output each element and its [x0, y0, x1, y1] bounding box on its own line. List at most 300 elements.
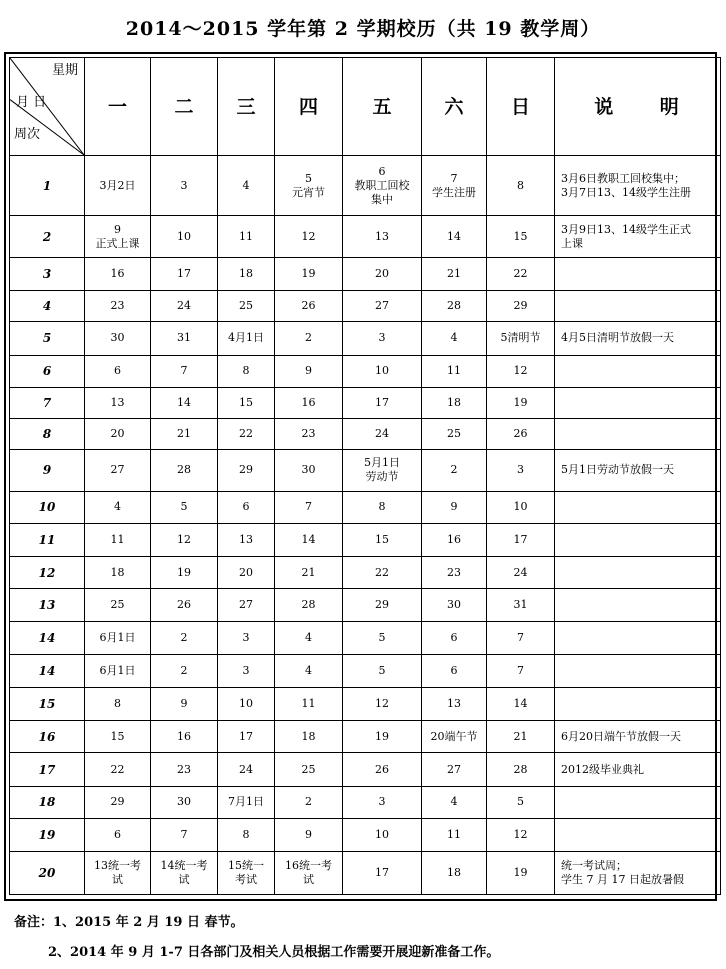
week-number: 6: [10, 355, 85, 387]
date-cell-sun: [487, 491, 555, 523]
header-notes: 说 明: [555, 58, 721, 156]
date-cell-fri: [343, 721, 422, 753]
note-text: 4月5日清明节放假一天: [561, 331, 674, 345]
date-cell-mon: [85, 322, 151, 355]
date-text: 28: [301, 598, 316, 612]
date-cell-tue: [151, 291, 218, 322]
table-row: [10, 589, 721, 622]
date-text: 11: [301, 697, 316, 711]
date-cell-thu: [275, 655, 343, 688]
date-text: 26: [375, 762, 389, 776]
date-cell-wed: [218, 851, 275, 894]
date-text: 4: [450, 331, 458, 345]
table-row: [10, 523, 721, 556]
date-cell-wed: [218, 387, 275, 418]
date-cell-sat: [422, 655, 487, 688]
note-text: 6月20日端午节放假一天: [561, 729, 681, 743]
date-cell-thu: [275, 622, 343, 655]
date-cell-fri: [343, 216, 422, 258]
date-text: 14: [177, 395, 191, 409]
header-day-fri: 五: [343, 58, 422, 156]
date-text: 22: [110, 762, 125, 776]
remark-line-2: 2、2014 年 9 月 1-7 日各部门及相关人员根据工作需要开展迎新准备工作。: [48, 945, 500, 960]
table-row: [10, 622, 721, 655]
date-text: 9: [305, 364, 312, 378]
date-cell-tue: [151, 355, 218, 387]
remark-line-1: 备注：1、2015 年 2 月 19 日 春节。: [14, 915, 244, 930]
note-cell: [555, 322, 721, 355]
date-cell-tue: [151, 818, 218, 851]
date-cell-fri: [343, 449, 422, 491]
table-row: [10, 491, 721, 523]
date-text: 21: [177, 426, 191, 440]
date-cell-fri: [343, 622, 422, 655]
date-cell-tue: [151, 622, 218, 655]
date-text: 11: [110, 532, 125, 546]
date-text: 18: [447, 395, 461, 409]
header-day-mon: 一: [85, 58, 151, 156]
date-text: 31: [177, 331, 191, 345]
event-text: 集中: [371, 192, 393, 206]
date-text: 4: [305, 631, 312, 645]
date-cell-sun: [487, 655, 555, 688]
date-text: 2: [180, 631, 188, 645]
date-text: 3: [378, 331, 386, 345]
date-text: 21: [447, 267, 461, 281]
date-text: 15: [239, 395, 253, 409]
date-cell-fri: [343, 291, 422, 322]
date-text: 10: [239, 697, 253, 711]
date-cell-mon: [85, 216, 151, 258]
date-cell-wed: [218, 557, 275, 589]
date-cell-fri: [343, 523, 422, 556]
date-text: 12: [513, 364, 528, 378]
date-cell-sun: [487, 688, 555, 721]
date-text: 30: [301, 463, 316, 477]
date-text: 22: [513, 267, 528, 281]
date-text: 29: [239, 463, 253, 477]
date-cell-thu: [275, 688, 343, 721]
date-cell-sun: [487, 216, 555, 258]
date-cell-tue: [151, 688, 218, 721]
date-cell-mon: [85, 655, 151, 688]
date-cell-tue: [151, 216, 218, 258]
date-cell-tue: [151, 753, 218, 786]
date-cell-thu: [275, 387, 343, 418]
table-row: [10, 355, 721, 387]
date-cell-tue: [151, 786, 218, 818]
date-text: 28: [513, 762, 528, 776]
date-text: 22: [239, 426, 253, 440]
date-cell-tue: [151, 449, 218, 491]
date-cell-sun: [487, 387, 555, 418]
date-text: 30: [177, 795, 191, 809]
date-cell-wed: [218, 258, 275, 291]
date-cell-tue: [151, 387, 218, 418]
date-text: 24: [177, 299, 191, 313]
event-text: 试: [303, 872, 314, 886]
date-cell-wed: [218, 655, 275, 688]
table-row: [10, 418, 721, 449]
date-cell-mon: [85, 557, 151, 589]
table-row: [10, 786, 721, 818]
week-number: 17: [10, 753, 85, 786]
date-cell-fri: [343, 688, 422, 721]
date-cell-sun: [487, 418, 555, 449]
date-cell-thu: [275, 355, 343, 387]
date-text: 2: [180, 664, 188, 678]
date-cell-thu: [275, 851, 343, 894]
date-cell-sat: [422, 589, 487, 622]
event-text: 试: [112, 872, 123, 886]
date-cell-sat: [422, 387, 487, 418]
date-text: 5: [305, 171, 312, 185]
date-text: 8: [242, 827, 250, 841]
date-text: 29: [110, 795, 125, 809]
week-number: 3: [10, 258, 85, 291]
week-number: 4: [10, 291, 85, 322]
date-cell-sat: [422, 216, 487, 258]
table-row: [10, 322, 721, 355]
week-number: 15: [10, 688, 85, 721]
date-text: 19: [513, 865, 528, 879]
note-text: 3月7日13、14级学生注册: [561, 185, 691, 199]
week-number: 20: [10, 851, 85, 894]
date-cell-wed: [218, 688, 275, 721]
date-cell-wed: [218, 753, 275, 786]
date-cell-sat: [422, 491, 487, 523]
date-text: 13统一考: [94, 858, 141, 872]
date-text: 5: [517, 795, 524, 809]
date-cell-wed: [218, 291, 275, 322]
date-cell-sat: [422, 688, 487, 721]
date-cell-thu: [275, 786, 343, 818]
date-text: 15统一: [228, 858, 264, 872]
date-text: 13: [239, 532, 253, 546]
date-text: 9: [180, 697, 188, 711]
date-text: 18: [301, 729, 316, 743]
header-day-wed: 三: [218, 58, 275, 156]
corner-date-label: 月 日: [16, 95, 47, 110]
date-text: 6: [114, 364, 121, 378]
date-cell-wed: [218, 523, 275, 556]
note-text: 统一考试周；: [561, 858, 627, 872]
date-cell-mon: [85, 786, 151, 818]
date-text: 6: [450, 664, 458, 678]
date-cell-sat: [422, 851, 487, 894]
header-day-sun: 日: [487, 58, 555, 156]
date-text: 3: [242, 664, 250, 678]
date-text: 17: [177, 267, 191, 281]
date-cell-sat: [422, 786, 487, 818]
date-text: 26: [177, 598, 191, 612]
date-cell-wed: [218, 156, 275, 216]
note-cell: [555, 216, 721, 258]
date-cell-wed: [218, 449, 275, 491]
date-text: 15: [110, 729, 125, 743]
date-text: 28: [447, 299, 461, 313]
date-text: 23: [447, 565, 461, 579]
date-cell-fri: [343, 557, 422, 589]
date-cell-mon: [85, 523, 151, 556]
date-cell-fri: [343, 818, 422, 851]
table-row: [10, 291, 721, 322]
date-cell-sat: [422, 622, 487, 655]
week-number: 19: [10, 818, 85, 851]
note-cell: [555, 387, 721, 418]
date-text: 3: [180, 178, 188, 192]
week-number: 16: [10, 721, 85, 753]
event-text: 劳动节: [365, 470, 399, 484]
date-text: 16: [447, 532, 461, 546]
date-cell-sat: [422, 322, 487, 355]
date-text: 31: [513, 598, 528, 612]
table-row: [10, 818, 721, 851]
date-text: 19: [513, 395, 528, 409]
date-text: 9: [114, 222, 121, 236]
date-cell-mon: [85, 258, 151, 291]
date-text: 3: [517, 463, 524, 477]
date-cell-sun: [487, 589, 555, 622]
date-cell-tue: [151, 156, 218, 216]
date-cell-mon: [85, 622, 151, 655]
date-text: 24: [239, 762, 253, 776]
date-text: 14: [447, 229, 461, 243]
date-text: 29: [513, 299, 528, 313]
note-text: 学生 7 月 17 日起放暑假: [561, 872, 684, 886]
date-text: 20: [375, 267, 389, 281]
date-cell-thu: [275, 523, 343, 556]
date-text: 24: [375, 426, 389, 440]
note-cell: [555, 491, 721, 523]
note-cell: [555, 418, 721, 449]
date-text: 3: [378, 795, 386, 809]
date-text: 3: [242, 631, 250, 645]
date-text: 20端午节: [430, 729, 478, 743]
date-cell-tue: [151, 418, 218, 449]
date-text: 23: [177, 762, 191, 776]
date-cell-tue: [151, 523, 218, 556]
date-cell-fri: [343, 851, 422, 894]
date-cell-sat: [422, 355, 487, 387]
date-text: 2: [305, 331, 312, 345]
date-cell-thu: [275, 589, 343, 622]
date-text: 14: [513, 697, 528, 711]
date-cell-sat: [422, 418, 487, 449]
date-cell-thu: [275, 753, 343, 786]
date-text: 17: [375, 865, 389, 879]
note-cell: [555, 818, 721, 851]
week-number: 14: [10, 622, 85, 655]
header-day-tue: 二: [151, 58, 218, 156]
date-cell-sat: [422, 156, 487, 216]
date-cell-thu: [275, 291, 343, 322]
date-text: 10: [375, 827, 389, 841]
date-text: 27: [447, 762, 461, 776]
date-cell-mon: [85, 355, 151, 387]
date-text: 4: [114, 500, 121, 514]
date-text: 7: [450, 171, 458, 185]
header-corner-cell: [10, 58, 85, 156]
date-cell-mon: [85, 753, 151, 786]
date-cell-sat: [422, 449, 487, 491]
date-text: 4: [242, 178, 250, 192]
date-text: 9: [305, 827, 312, 841]
date-text: 8: [114, 697, 121, 711]
week-number: 1: [10, 156, 85, 216]
date-cell-sun: [487, 322, 555, 355]
date-cell-sat: [422, 557, 487, 589]
date-text: 7: [180, 364, 188, 378]
date-cell-tue: [151, 655, 218, 688]
date-text: 27: [110, 463, 125, 477]
note-text: 上课: [561, 236, 583, 250]
date-cell-tue: [151, 322, 218, 355]
table-row: [10, 721, 721, 753]
date-text: 5: [378, 631, 386, 645]
date-text: 8: [517, 178, 524, 192]
date-text: 15: [375, 532, 389, 546]
date-text: 19: [177, 565, 191, 579]
date-text: 5清明节: [500, 331, 541, 345]
date-cell-sun: [487, 753, 555, 786]
date-text: 6: [378, 164, 386, 178]
date-text: 26: [513, 426, 528, 440]
date-text: 27: [375, 299, 389, 313]
date-cell-wed: [218, 322, 275, 355]
date-text: 17: [375, 395, 389, 409]
date-cell-sun: [487, 721, 555, 753]
date-cell-sun: [487, 449, 555, 491]
date-cell-fri: [343, 355, 422, 387]
note-cell: [555, 557, 721, 589]
date-cell-wed: [218, 721, 275, 753]
date-cell-sat: [422, 721, 487, 753]
table-row: [10, 851, 721, 894]
date-text: 7: [517, 664, 524, 678]
table-row: [10, 258, 721, 291]
date-text: 17: [513, 532, 528, 546]
note-cell: [555, 258, 721, 291]
date-text: 18: [110, 565, 125, 579]
date-cell-sun: [487, 258, 555, 291]
date-text: 22: [375, 565, 389, 579]
calendar-table: [9, 57, 721, 895]
date-cell-thu: [275, 216, 343, 258]
date-cell-wed: [218, 622, 275, 655]
date-cell-sun: [487, 156, 555, 216]
note-cell: [555, 449, 721, 491]
date-text: 12: [375, 697, 389, 711]
date-cell-thu: [275, 721, 343, 753]
calendar-body: [10, 156, 721, 895]
date-text: 23: [110, 299, 125, 313]
date-cell-sat: [422, 753, 487, 786]
date-text: 12: [513, 827, 528, 841]
date-cell-thu: [275, 491, 343, 523]
date-text: 13: [110, 395, 125, 409]
note-cell: [555, 753, 721, 786]
note-cell: [555, 851, 721, 894]
note-text: 5月1日劳动节放假一天: [561, 463, 674, 477]
date-cell-fri: [343, 589, 422, 622]
date-text: 10: [513, 500, 528, 514]
date-text: 25: [239, 299, 253, 313]
date-text: 16: [110, 267, 125, 281]
date-cell-wed: [218, 589, 275, 622]
date-text: 11: [447, 364, 461, 378]
event-text: 教职工回校: [354, 178, 410, 192]
note-cell: [555, 622, 721, 655]
date-text: 3月2日: [99, 178, 136, 192]
week-number: 8: [10, 418, 85, 449]
date-text: 4: [305, 664, 312, 678]
date-cell-thu: [275, 818, 343, 851]
date-text: 25: [110, 598, 125, 612]
week-number: 7: [10, 387, 85, 418]
date-cell-wed: [218, 818, 275, 851]
date-text: 20: [110, 426, 125, 440]
date-cell-sun: [487, 786, 555, 818]
date-cell-mon: [85, 851, 151, 894]
table-row: [10, 216, 721, 258]
date-cell-mon: [85, 491, 151, 523]
note-cell: [555, 589, 721, 622]
header-day-thu: 四: [275, 58, 343, 156]
date-text: 25: [301, 762, 316, 776]
date-text: 24: [513, 565, 528, 579]
date-cell-sun: [487, 291, 555, 322]
note-cell: [555, 355, 721, 387]
table-row: [10, 156, 721, 216]
date-text: 19: [375, 729, 389, 743]
date-text: 12: [301, 229, 316, 243]
date-cell-thu: [275, 156, 343, 216]
date-text: 6月1日: [99, 631, 136, 645]
note-text: 3月9日13、14级学生正式: [561, 222, 691, 236]
note-cell: [555, 721, 721, 753]
date-text: 6: [114, 827, 121, 841]
date-text: 2: [450, 463, 458, 477]
date-text: 17: [239, 729, 253, 743]
date-text: 4月1日: [228, 331, 264, 345]
date-cell-fri: [343, 418, 422, 449]
date-text: 25: [447, 426, 461, 440]
date-cell-sun: [487, 557, 555, 589]
date-cell-wed: [218, 786, 275, 818]
note-cell: [555, 523, 721, 556]
date-cell-sun: [487, 523, 555, 556]
date-text: 11: [239, 229, 253, 243]
table-row: [10, 387, 721, 418]
event-text: 学生注册: [432, 185, 476, 199]
week-number: 10: [10, 491, 85, 523]
date-text: 23: [301, 426, 316, 440]
date-text: 8: [242, 364, 250, 378]
date-text: 6月1日: [99, 664, 136, 678]
date-cell-tue: [151, 557, 218, 589]
week-number: 2: [10, 216, 85, 258]
week-number: 18: [10, 786, 85, 818]
date-cell-sun: [487, 818, 555, 851]
date-cell-thu: [275, 557, 343, 589]
date-cell-mon: [85, 418, 151, 449]
date-text: 10: [177, 229, 191, 243]
note-cell: [555, 655, 721, 688]
date-text: 13: [447, 697, 461, 711]
corner-week-label: 周次: [14, 127, 41, 142]
event-text: 考试: [235, 872, 257, 886]
